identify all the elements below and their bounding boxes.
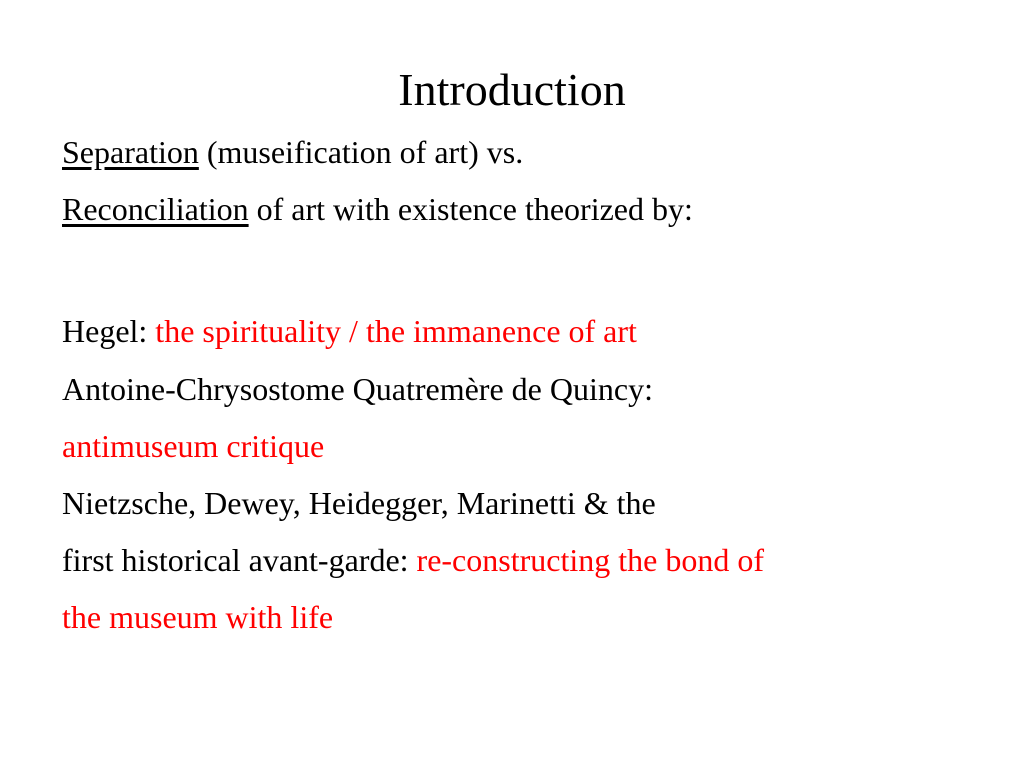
separation-line (62, 132, 523, 172)
museum-life-line: the museum with life (62, 599, 334, 635)
hegel-line (62, 311, 637, 351)
quincy-name-line: Antoine-Chrysostome Quatremère de Quincy: (62, 371, 653, 407)
slide-title: Introduction (398, 64, 626, 115)
avant-garde-plain: first historical avant-garde: (62, 542, 417, 578)
reconciliation-term: Reconciliation (62, 191, 249, 227)
hegel-label: Hegel: (62, 313, 156, 349)
separation-term: Separation (62, 134, 199, 170)
hegel-highlight: the spirituality / the immanence of art (155, 313, 637, 349)
reconciliation-line (62, 189, 693, 229)
nietzsche-line: Nietzsche, Dewey, Heidegger, Marinetti & the (62, 485, 656, 521)
avant-garde-line (62, 540, 764, 580)
avant-garde-highlight: re-constructing the bond of (416, 542, 764, 578)
separation-rest: (museification of art) vs. (198, 134, 524, 170)
quincy-highlight-line: antimuseum critique (62, 428, 325, 464)
reconciliation-rest: of art with existence theorized by: (248, 191, 693, 227)
